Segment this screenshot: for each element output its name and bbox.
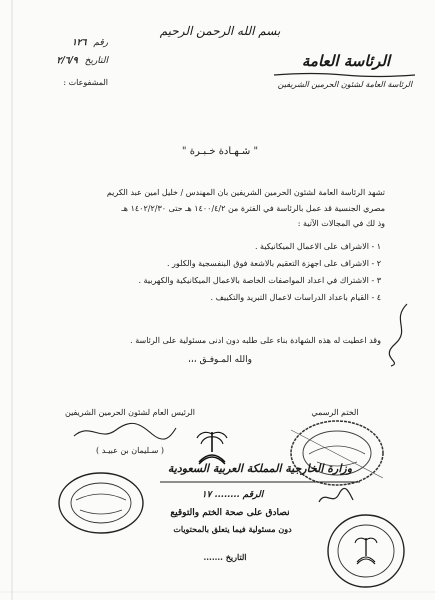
signatory-title: الرئيس العام لشئون الحرمين الشريفين [64,408,195,417]
body-line-3: وذ لك في المجالات الآتية : [297,219,385,228]
list-item: ٢ - الاشراف على اجهزة التعقيم بالاشعة فوق البنفسجية والكلور . [166,259,381,268]
closing-statement: وقد اعطيت له هذه الشهادة بناء على طلبه دون ادنى مسئولية على الرئاسة . [130,336,381,345]
body-line-1: تشهد الرئاسة العامة لشئون الحرمين الشريفين بان المهندس / خليل امين عبد الكريم [106,188,385,197]
basmala: بسم الله الرحمن الرحيم [159,24,281,38]
reference-date-value: ٢/٦/٩ [56,56,78,66]
authentication-line-3: دون مسئولية فيما يتعلق بالمحتويات [173,524,292,534]
authentication-date: التاريخ ....... [203,552,247,562]
list-item: ١ - الاشراف على الاعمال الميكانيكية . [254,242,381,251]
attachments-label: المشفوعات : [63,78,108,87]
list-item: ٣ - الاشتراك في اعداد المواصفات الخاصة بالاعمال الميكانيكية والكهربية . [138,276,381,285]
reference-number-value: ١٢٦ [71,38,87,48]
list-item: ٤ - القيام باعداد الدراسات لاعمال التبريد والتكييف . [210,293,381,302]
ministry-stamp-title: وزارة الخارجية المملكة العربية السعودية [167,462,353,475]
certificate-title: " شـهـادة خـبـرة " [181,146,259,157]
body-line-2: مصري الجنسية قد عمل بالرئاسة في الفترة من ١٤٠٠/٤/٢ هـ حتى ١٤٠٢/٢/٣٠ هـ [121,203,385,213]
signatory-name: ( سـليمان بن عبيـد ) [96,446,164,455]
reference-date-label: التاريخ [84,56,108,66]
authentication-line-2: نصادق على صحة الختم والتوقيع [170,508,290,518]
organization-subtitle: الرئاسة العامة لشئون الحرمين الشريفين [277,80,413,89]
official-seal-label: الختم الرسمي [311,408,359,417]
authentication-ref: الرقم ........ ١٧ [201,490,264,500]
closing-regards: والله المـوفـق ،،، [187,355,252,365]
organization-logo-text: الرئاسة العامة [301,52,391,70]
reference-number-label: رقم [93,38,108,48]
